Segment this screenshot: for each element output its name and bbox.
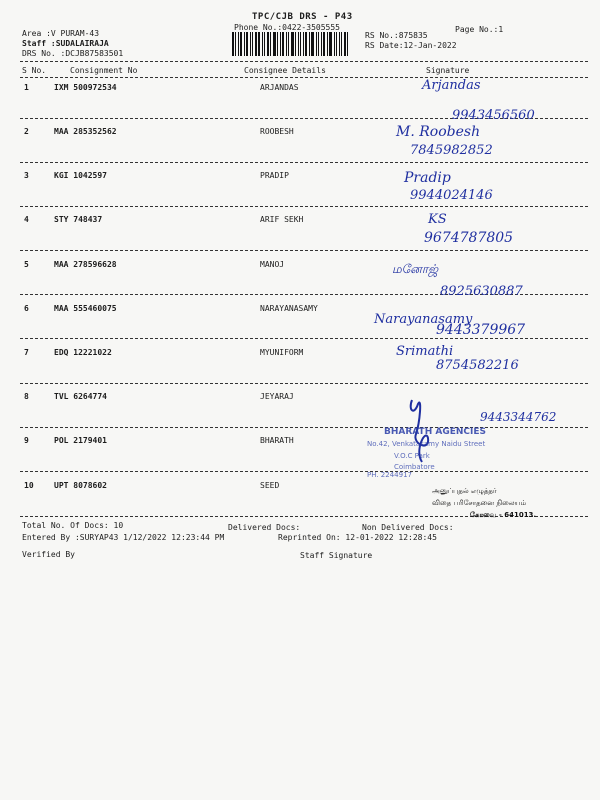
barcode-bar: [277, 32, 278, 56]
barcode-bar: [280, 32, 282, 56]
row-consignee: JEYARAJ: [260, 392, 294, 401]
barcode-bar: [240, 32, 243, 56]
row-sno: 5: [24, 260, 29, 269]
signature-8-phone: 9443344762: [480, 410, 557, 424]
signature-2-phone: 7845982852: [410, 143, 493, 158]
barcode-bar: [250, 32, 251, 56]
area-label: Area :V PURAM-43: [22, 29, 100, 38]
phone-number: Phone No.:0422-3505555: [234, 23, 340, 32]
barcode-bar: [298, 32, 300, 56]
barcode-bar: [255, 32, 257, 56]
seed-stamp-line1: அனுப்புதல் எழுத்தர்: [432, 487, 497, 495]
signature-3-phone: 9944024146: [410, 188, 493, 203]
barcode-bar: [282, 32, 284, 56]
row-divider: [20, 206, 588, 207]
barcode-bar: [311, 32, 314, 56]
row-consignment: TVL 6264774: [54, 392, 107, 401]
staff-label: Staff :SUDALAIRAJA: [22, 39, 109, 48]
barcode-bar: [273, 32, 276, 56]
barcode-bar: [321, 32, 323, 56]
barcode-bar: [309, 32, 310, 56]
stamp-address-line2: V.O.C Park: [394, 452, 430, 460]
row-consignment: IXM 500972534: [54, 83, 117, 92]
barcode: [232, 32, 350, 56]
barcode-bar: [329, 32, 332, 56]
row-sno: 1: [24, 83, 29, 92]
row-consignment: MAA 278596628: [54, 260, 117, 269]
col-signature: Signature: [426, 66, 470, 75]
row-sno: 4: [24, 215, 29, 224]
signature-3-name: Pradip: [404, 170, 451, 186]
row-consignee: ARIF SEKH: [260, 215, 304, 224]
barcode-bar: [334, 32, 335, 56]
signature-2-name: M. Roobesh: [396, 124, 481, 140]
reprinted-on: Reprinted On: 12-01-2022 12:28:45: [278, 533, 437, 542]
row-sno: 10: [24, 481, 34, 490]
barcode-bar: [244, 32, 245, 56]
signature-6-phone: 9443379967: [436, 322, 526, 338]
barcode-bar: [235, 32, 236, 56]
barcode-bar: [246, 32, 248, 56]
total-docs: Total No. Of Docs: 10: [22, 521, 124, 530]
signature-4-phone: 9674787805: [424, 230, 514, 246]
delivered-docs: Delivered Docs:: [228, 523, 301, 532]
barcode-bar: [264, 32, 265, 56]
col-consignee: Consignee Details: [244, 66, 326, 75]
row-consignment: STY 748437: [54, 215, 103, 224]
signature-7-name: Srimathi: [396, 344, 454, 359]
row-divider: [20, 383, 588, 384]
barcode-bar: [344, 32, 346, 56]
signature-1-phone: 9943456560: [452, 108, 535, 123]
verified-by: Verified By: [22, 550, 75, 559]
seed-stamp-line3: கோவை - 641013.: [470, 511, 537, 519]
col-sno: S No.: [22, 66, 47, 75]
barcode-bar: [267, 32, 269, 56]
signature-1-name: Arjandas: [422, 78, 481, 93]
row-sno: 6: [24, 304, 29, 313]
row-consignee: BHARATH: [260, 436, 294, 445]
row-divider: [20, 162, 588, 163]
entered-by: Entered By :SURYAP43 1/12/2022 12:23:44 PM: [22, 533, 225, 542]
signature-7-phone: 8754582216: [436, 358, 519, 373]
barcode-bar: [238, 32, 239, 56]
row-consignee: ARJANDAS: [260, 83, 299, 92]
divider: [20, 61, 588, 62]
row-consignment: UPT 8078602: [54, 481, 107, 490]
row-consignee: ROOBESH: [260, 127, 294, 136]
row-consignee: SEED: [260, 481, 280, 490]
barcode-bar: [295, 32, 296, 56]
row-divider: [20, 250, 588, 251]
barcode-bar: [339, 32, 341, 56]
signature-4-name: KS: [428, 212, 447, 227]
barcode-bar: [327, 32, 328, 56]
barcode-bar: [291, 32, 294, 56]
row-sno: 2: [24, 127, 29, 136]
row-consignment: KGI 1042597: [54, 171, 107, 180]
document-title: TPC/CJB DRS - P43: [252, 12, 353, 22]
rs-number: RS No.:875835: [365, 31, 428, 40]
seed-stamp-line2: விதை பரிசோதனை நிலையம்: [432, 499, 527, 507]
barcode-bar: [232, 32, 234, 56]
signature-5-phone: 8925630887: [440, 284, 523, 299]
barcode-bar: [286, 32, 287, 56]
divider: [20, 77, 588, 78]
row-divider: [20, 427, 588, 428]
barcode-bar: [323, 32, 325, 56]
stamp-agency-name: BHARATH AGENCIES: [384, 427, 486, 437]
barcode-bar: [347, 32, 348, 56]
drs-number: DRS No. :DCJB87583501: [22, 49, 124, 58]
row-sno: 7: [24, 348, 29, 357]
row-consignee: PRADIP: [260, 171, 289, 180]
row-sno: 8: [24, 392, 29, 401]
row-consignee: MYUNIFORM: [260, 348, 304, 357]
row-sno: 9: [24, 436, 29, 445]
col-consignment: Consignment No: [70, 66, 138, 75]
barcode-bar: [288, 32, 289, 56]
row-consignment: MAA 285352562: [54, 127, 117, 136]
barcode-bar: [262, 32, 263, 56]
non-delivered-docs: Non Delivered Docs:: [362, 523, 454, 532]
barcode-bar: [258, 32, 261, 56]
staff-signature: Staff Signature: [300, 551, 373, 560]
barcode-bar: [252, 32, 253, 56]
barcode-bar: [270, 32, 271, 56]
barcode-bar: [303, 32, 304, 56]
row-consignment: MAA 555460075: [54, 304, 117, 313]
signature-6-name: Narayanasamy: [374, 312, 473, 327]
barcode-bar: [316, 32, 317, 56]
row-consignment: EDQ 12221022: [54, 348, 112, 357]
row-divider: [20, 338, 588, 339]
barcode-bar: [318, 32, 319, 56]
row-sno: 3: [24, 171, 29, 180]
barcode-bar: [305, 32, 307, 56]
page-number: Page No.:1: [455, 25, 504, 34]
row-divider: [20, 471, 588, 472]
stamp-address-line3: Coimbatore: [394, 463, 435, 471]
signature-5-name: மனோஜ்: [392, 262, 439, 276]
barcode-bar: [341, 32, 342, 56]
stamp-address-line1: No.42, Venkatasamy Naidu Street: [367, 440, 486, 448]
barcode-bar: [300, 32, 301, 56]
row-consignee: NARAYANASAMY: [260, 304, 318, 313]
rs-date: RS Date:12-Jan-2022: [365, 41, 457, 50]
row-consignee: MANOJ: [260, 260, 285, 269]
barcode-bar: [336, 32, 337, 56]
stamp-phone: PH. 2244917: [367, 471, 412, 479]
row-consignment: POL 2179401: [54, 436, 107, 445]
